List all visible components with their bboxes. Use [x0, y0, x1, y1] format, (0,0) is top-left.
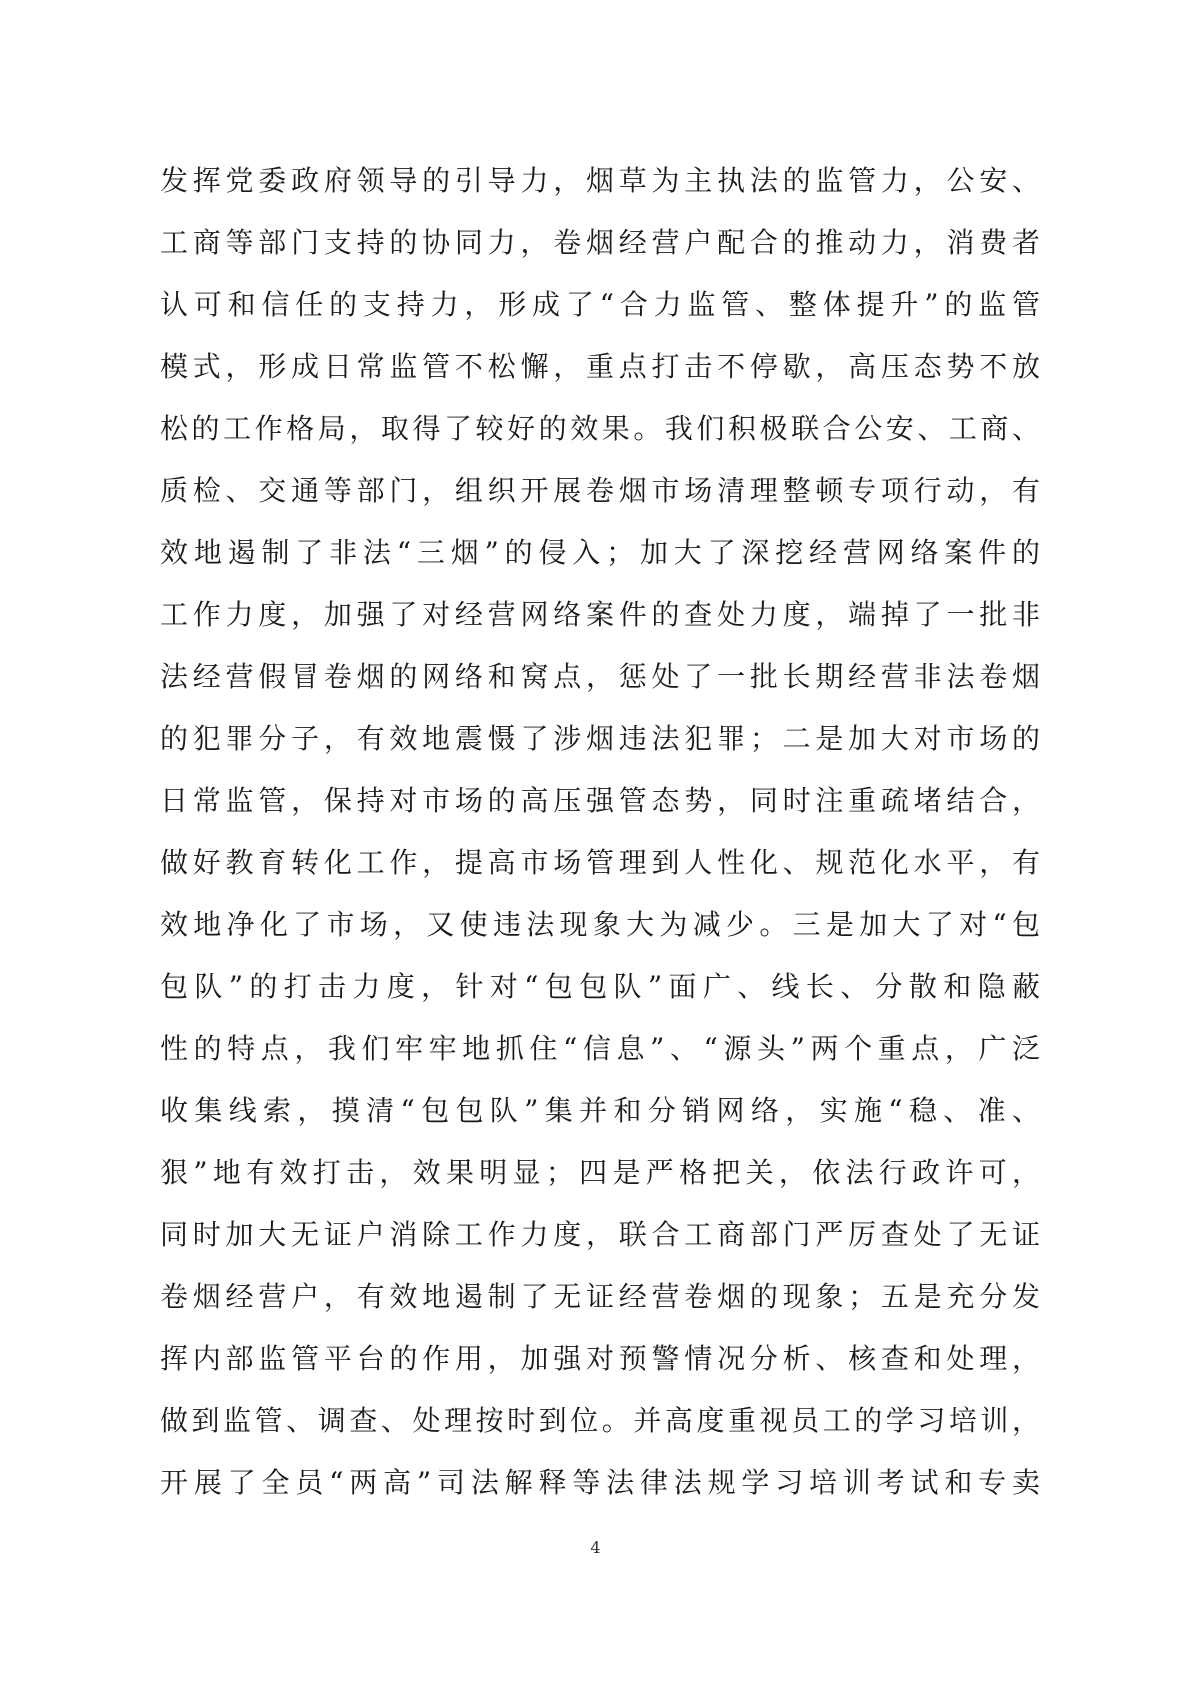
text-line: 日常监管，保持对市场的高压强管态势，同时注重疏堵结合，	[160, 784, 1040, 817]
page-number: 4	[590, 1538, 601, 1557]
text-line: 的犯罪分子，有效地震慑了涉烟违法犯罪；二是加大对市场的	[160, 722, 1040, 755]
text-line: 收集线索，摸清“包包队”集并和分销网络，实施“稳、准、	[160, 1094, 1040, 1127]
text-line: 包队”的打击力度，针对“包包队”面广、线长、分散和隐蔽	[160, 970, 1040, 1003]
text-line: 模式，形成日常监管不松懈，重点打击不停歇，高压态势不放	[160, 350, 1040, 383]
text-line: 效地净化了市场，又使违法现象大为减少。三是加大了对“包	[160, 908, 1040, 941]
text-line: 狠”地有效打击，效果明显；四是严格把关，依法行政许可，	[160, 1156, 1040, 1189]
text-line: 同时加大无证户消除工作力度，联合工商部门严厉查处了无证	[160, 1218, 1040, 1251]
text-line: 认可和信任的支持力，形成了“合力监管、整体提升”的监管	[160, 288, 1040, 321]
text-line: 发挥党委政府领导的引导力，烟草为主执法的监管力，公安、	[160, 164, 1040, 197]
text-line: 做到监管、调查、处理按时到位。并高度重视员工的学习培训，	[160, 1404, 1040, 1437]
text-line: 挥内部监管平台的作用，加强对预警情况分析、核查和处理，	[160, 1342, 1040, 1375]
text-line: 卷烟经营户，有效地遏制了无证经营卷烟的现象；五是充分发	[160, 1280, 1040, 1313]
text-line: 工作力度，加强了对经营网络案件的查处力度，端掉了一批非	[160, 598, 1040, 631]
text-line: 工商等部门支持的协同力，卷烟经营户配合的推动力，消费者	[160, 226, 1040, 259]
text-line: 质检、交通等部门，组织开展卷烟市场清理整顿专项行动，有	[160, 474, 1040, 507]
text-line: 做好教育转化工作，提高市场管理到人性化、规范化水平，有	[160, 846, 1040, 879]
text-line: 松的工作格局，取得了较好的效果。我们积极联合公安、工商、	[160, 412, 1040, 445]
text-line: 法经营假冒卷烟的网络和窝点，惩处了一批长期经营非法卷烟	[160, 660, 1040, 693]
text-line: 开展了全员“两高”司法解释等法律法规学习培训考试和专卖	[160, 1466, 1040, 1499]
text-line: 性的特点，我们牢牢地抓住“信息”、“源头”两个重点，广泛	[160, 1032, 1040, 1065]
text-line: 效地遏制了非法“三烟”的侵入；加大了深挖经营网络案件的	[160, 536, 1040, 569]
body-text	[160, 150, 1040, 1514]
